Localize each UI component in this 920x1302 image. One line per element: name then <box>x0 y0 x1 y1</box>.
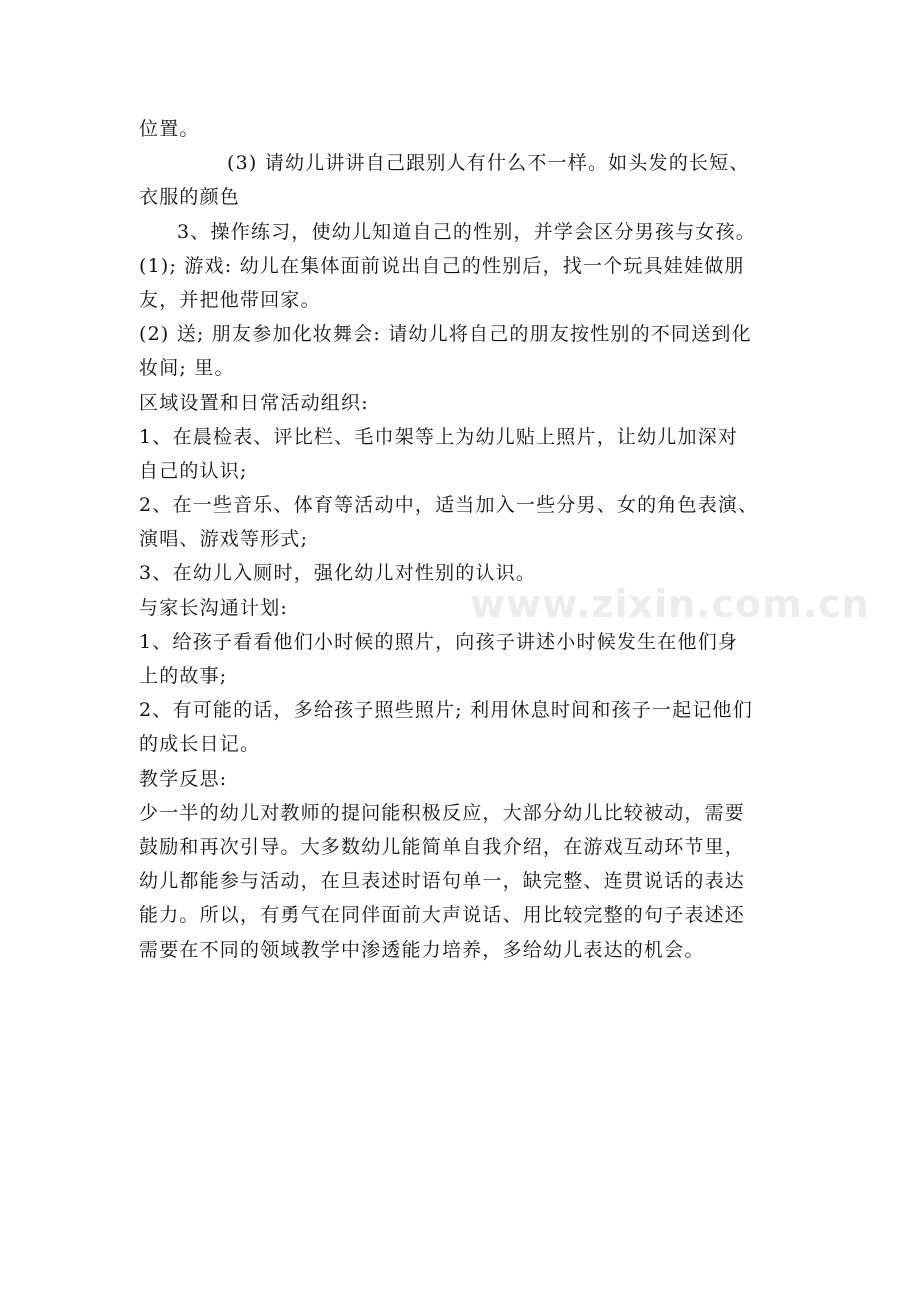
text-line: 3、操作练习，使幼儿知道自己的性别，并学会区分男孩与女孩。 <box>177 220 756 243</box>
text-line: 演唱、游戏等形式; <box>139 528 309 551</box>
text-line: 2、有可能的话，多给孩子照些照片; 利用休息时间和孩子一起记他们 <box>139 699 753 722</box>
text-line: (3) 请幼儿讲讲自己跟别人有什么不一样。如头发的长短、 <box>227 152 750 175</box>
text-line: 能力。所以，有勇气在同伴面前大声说话、用比较完整的句子表述还 <box>139 904 746 927</box>
text-line: 妆间; 里。 <box>139 357 235 380</box>
text-line: 鼓励和再次引导。大多数幼儿能简单自我介绍，在游戏互动环节里， <box>139 835 746 858</box>
text-line: 2、在一些音乐、体育等活动中，适当加入一些分男、女的角色表演、 <box>139 494 759 517</box>
text-line: (2) 送; 朋友参加化妆舞会: 请幼儿将自己的朋友按性别的不同送到化 <box>139 323 752 346</box>
text-line: 3、在幼儿入厕时，强化幼儿对性别的认识。 <box>139 562 537 585</box>
text-line: 1、给孩子看看他们小时候的照片，向孩子讲述小时候发生在他们身 <box>139 630 739 653</box>
text-line: 自己的认识; <box>139 459 248 482</box>
section-heading: 区域设置和日常活动组织: <box>139 391 369 414</box>
text-line: 需要在不同的领域教学中渗透能力培养，多给幼儿表达的机会。 <box>139 938 705 961</box>
text-line: 衣服的颜色 <box>139 186 241 209</box>
document-body <box>139 112 799 967</box>
text-line: 位置。 <box>139 118 200 140</box>
section-heading: 教学反思: <box>139 767 228 790</box>
section-heading: 与家长沟通计划: <box>139 596 289 619</box>
text-line: 幼儿都能参与活动，在旦表述时语句单一，缺完整、连贯说话的表达 <box>139 870 746 893</box>
text-line: 1、在晨检表、评比栏、毛巾架等上为幼儿贴上照片，让幼儿加深对 <box>139 425 739 448</box>
text-line: 友，并把他带回家。 <box>139 288 321 311</box>
text-line: (1); 游戏: 幼儿在集体面前说出自己的性别后，找一个玩具娃娃做朋 <box>139 254 745 277</box>
text-line: 上的故事; <box>139 665 228 687</box>
watermark: www.zixin.com.cn <box>470 582 870 626</box>
text-line: 少一半的幼儿对教师的提问能积极反应，大部分幼儿比较被动，需要 <box>139 801 746 824</box>
text-line: 的成长日记。 <box>139 733 261 756</box>
